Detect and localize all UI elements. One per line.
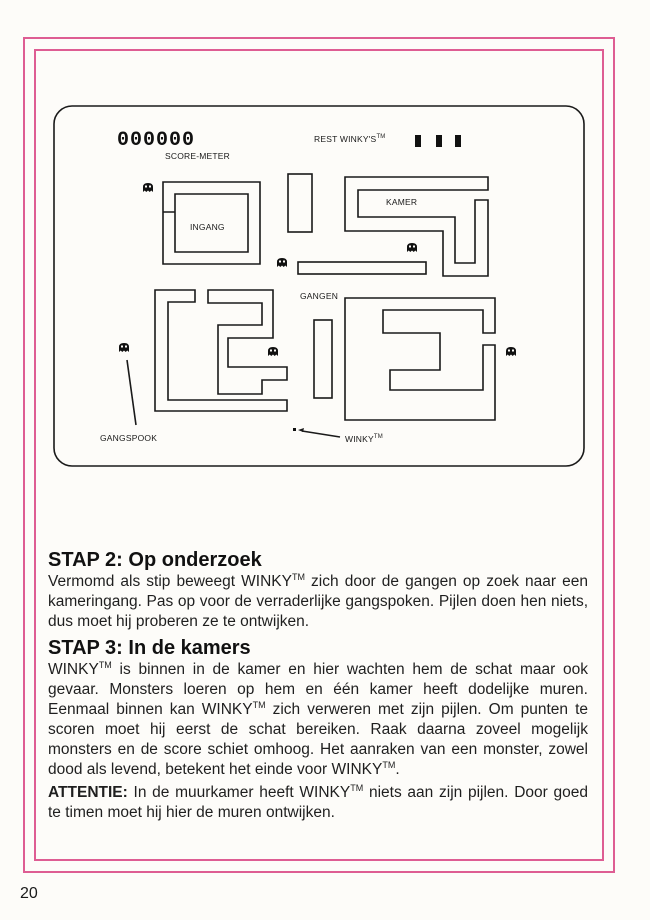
tm-mark: TM [373, 434, 383, 440]
attention-paragraph [48, 783, 588, 823]
section-stap3 [48, 636, 588, 780]
text-run: Vermomd als stip beweegt WINKY [48, 573, 292, 590]
attention-label: ATTENTIE: [48, 784, 128, 801]
text-run: In de muurkamer heeft WINKY [127, 784, 351, 801]
tm-mark: TM [376, 134, 386, 140]
room-kamer-label: KAMER [386, 197, 418, 207]
corridor-wall-center-top [288, 174, 312, 232]
section-stap2 [48, 548, 588, 632]
player-label-text: WINKY [345, 434, 374, 444]
room-kamer [345, 177, 488, 276]
text-run: is binnen in de kamer en hier wachten hem de schat maar ook gevaar. Monsters loeren op hem en één kamer heeft dodelijke muren. Eenmaal binnen kan WINKY [48, 661, 588, 718]
section-heading: STAP 2: Op onderzoek [48, 549, 262, 571]
life-marker [415, 135, 421, 147]
score-label: SCORE-METER [165, 151, 231, 161]
section-heading: STAP 3: In de kamers [48, 637, 251, 659]
life-marker [455, 135, 461, 147]
section-attention [48, 783, 588, 823]
room-ingang-label: INGANG [190, 222, 225, 232]
life-marker [436, 135, 442, 147]
page-number: 20 [20, 885, 38, 902]
ghost-sprite [143, 183, 153, 192]
room-right [345, 298, 495, 420]
text-run: zich door de gangen op zoek naar een kameringang. Pas op voor de verraderlijke gangspoken. Pijlen doen hen niets, dus moet hij proberen ze te ontwijken. [48, 573, 588, 630]
corridor-wall-left-bracket [155, 290, 287, 411]
section-paragraph [48, 572, 588, 632]
player-label [345, 434, 383, 444]
ghost-sprite [407, 243, 417, 252]
text-run: niets aan zijn pijlen. Door goed te timen moet hij hier de muren ontwijken. [48, 784, 588, 821]
ghost-pointer-line [127, 360, 136, 425]
ghost-sprite [277, 258, 287, 267]
lives-label-text: REST WINKY'S [314, 134, 377, 144]
ghost-label: GANGSPOOK [100, 433, 158, 443]
tm-mark: TM [291, 572, 305, 582]
tm-mark: TM [98, 660, 112, 670]
score-value: 000000 [117, 129, 196, 152]
player-pointer-line [302, 431, 340, 437]
lives-label [314, 134, 386, 144]
lives-indicator [415, 135, 461, 147]
ghost-sprite [119, 343, 129, 352]
tm-mark: TM [252, 700, 266, 710]
corridor-wall-center-bottom [314, 320, 332, 398]
tm-mark: TM [382, 760, 396, 770]
room-left-inner [208, 290, 287, 394]
section-paragraph [48, 660, 588, 780]
ghost-sprite [268, 347, 278, 356]
text-run: zich verweren met zijn pijlen. Om punten te scoren moet hij eerst de schat bereiken. Raak daarna zoveel mogelijk monsters en de score schiet omhoog. Het aanraken van een monster, zowel dood als levend, betekent het einde voor WINKY [48, 701, 588, 778]
text-run: . [395, 761, 400, 778]
ghost-sprite [506, 347, 516, 356]
text-run: WINKY [48, 661, 99, 678]
corridors-label: GANGEN [300, 291, 339, 301]
corridor-wall-horizontal [298, 262, 426, 274]
winky-dot [293, 428, 296, 431]
tm-mark: TM [350, 783, 364, 793]
